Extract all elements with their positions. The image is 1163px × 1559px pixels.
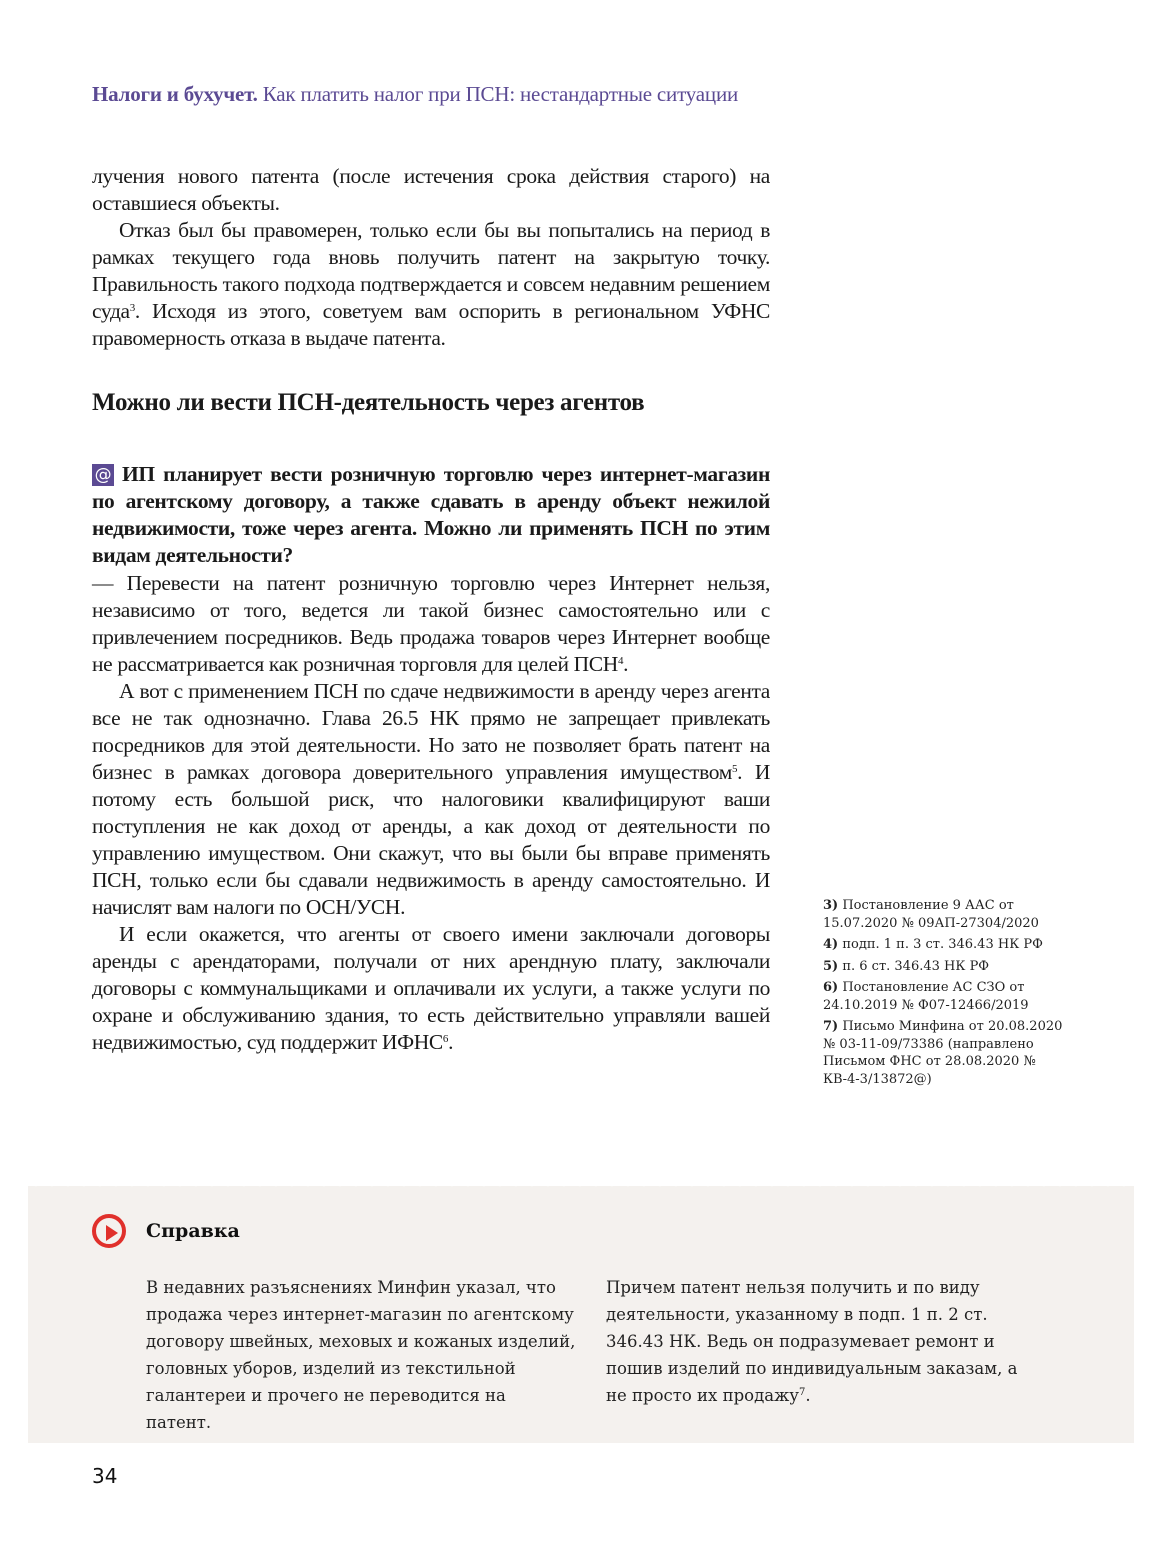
sidenote-number: 6) bbox=[823, 980, 839, 995]
question-text: ИП планирует вести розничную торговлю через интернет-магазин по агентскому договору, а также сдавать в аренду объект нежилой недвижимости, тоже через агента. Можно ли применять ПСН по этим видам деятельности? bbox=[92, 462, 770, 567]
infobox-title: Справка bbox=[146, 1220, 240, 1242]
sidenote-text: подп. 1 п. 3 ст. 346.43 НК РФ bbox=[842, 937, 1043, 952]
paragraph-continuation: лучения нового патента (после истечения срока действия старого) на оставшиеся объекты. bbox=[92, 164, 770, 215]
paragraph-refusal bbox=[92, 217, 770, 352]
footnote-ref-6[interactable]: 6 bbox=[442, 1033, 449, 1045]
footnote-ref-4[interactable]: 4 bbox=[617, 655, 624, 667]
infobox-column-1: В недавних разъяснениях Минфин указал, что продажа через интернет-магазин по агентскому договору швейных, меховых и кожаных изделий, головных уборов, изделий из текстильной галантереи и прочего не переводится на патент. bbox=[146, 1278, 576, 1432]
sidenote-number: 5) bbox=[823, 958, 839, 974]
sidenote-number: 7) bbox=[823, 1019, 839, 1034]
text: — Перевести на патент розничную торговлю через Интернет нельзя, независимо от того, ведется ли такой бизнес самостоятельно или с привлечением посредников. Ведь продажа товаров через Интернет вообще не рассматривается как розничная торговля для целей ПСН bbox=[92, 571, 770, 676]
sidenote-text: Постановление 9 ААС от 15.07.2020 № 09АП-27304/2020 bbox=[823, 898, 1039, 931]
text: Причем патент нельзя получить и по виду деятельности, указанному в подп. 1 п. 2 ст. 346.43 НК. Ведь он подразумевает ремонт и пошив изделий по индивидуальным заказам, а не просто их продажу bbox=[606, 1278, 1018, 1405]
text: И если окажется, что агенты от своего имени заключали договоры аренды с арендаторами, получали от них арендную плату, заключали договоры с коммунальщиками и оплачивали их услуги, а также услуги по охране и обслуживанию здания, то есть действительно управляли вашей недвижимостью, суд поддержит ИФНС bbox=[92, 922, 770, 1054]
answer-paragraph-2 bbox=[92, 678, 770, 921]
page-number: 34 bbox=[92, 1464, 118, 1488]
sidenote-5 bbox=[823, 958, 1063, 976]
sidenote-text: п. 6 ст. 346.43 НК РФ bbox=[842, 958, 990, 974]
answer-paragraph-3 bbox=[92, 921, 770, 1056]
footnote-ref-3[interactable]: 3 bbox=[129, 302, 135, 314]
answer bbox=[92, 570, 770, 1056]
text: . bbox=[623, 652, 629, 676]
text: . Исходя из этого, советуем вам оспорить в региональном УФНС правомерность отказа в выдаче патента. bbox=[92, 299, 770, 350]
text: . И потому есть большой риск, что налоговики квалифицируют ваши поступления не как доход от аренды, а как доход от деятельности по управлению имуществом. Они скажут, что вы были бы вправе применять ПСН, только если бы сдавали недвижимость в аренду самостоятельно. И начислят вам налоги по ОСН/УСН. bbox=[92, 760, 770, 919]
sidenote-number: 3) bbox=[823, 898, 839, 913]
sidenote-6 bbox=[823, 979, 1063, 1014]
sidenotes bbox=[823, 897, 1063, 1092]
email-question-icon: @ bbox=[92, 464, 114, 486]
text: . bbox=[448, 1030, 454, 1054]
reader-question bbox=[92, 461, 770, 569]
sidenote-text: Письмо Минфина от 20.08.2020 № 03-11-09/73386 (направлено Письмом ФНС от 28.08.2020 № КВ-4-3/13872@) bbox=[823, 1019, 1063, 1087]
play-circle-icon bbox=[92, 1214, 126, 1248]
section-heading: Можно ли вести ПСН-деятельность через агентов bbox=[92, 389, 645, 416]
sidenote-4 bbox=[823, 936, 1063, 954]
text: Отказ был бы правомерен, только если бы вы попытались на период в рамках текущего года вновь получить патент на закрытую точку. Правильность такого подхода подтверждается и совсем недавним решением суда bbox=[92, 218, 770, 323]
reference-infobox bbox=[28, 1186, 1134, 1443]
sidenote-number: 4) bbox=[823, 937, 839, 952]
sidenote-3 bbox=[823, 897, 1063, 932]
sidenote-7 bbox=[823, 1018, 1063, 1088]
footnote-ref-7[interactable]: 7 bbox=[798, 1387, 806, 1398]
running-head bbox=[92, 82, 738, 107]
running-head-title: Как платить налог при ПСН: нестандартные ситуации bbox=[262, 82, 739, 106]
scalloped-edge bbox=[28, 1182, 1134, 1190]
running-head-section: Налоги и бухучет. bbox=[92, 82, 258, 106]
text: А вот с применением ПСН по сдаче недвижимости в аренду через агента все не так однозначно. Глава 26.5 НК прямо не запрещает привлекать посредников для этой деятельности. Но зато не позволяет брать патент на бизнес в рамках договора доверительного управления имуществом bbox=[92, 679, 770, 784]
main-column bbox=[92, 163, 770, 1054]
sidenote-text: Постановление АС СЗО от 24.10.2019 № Ф07-12466/2019 bbox=[823, 980, 1029, 1013]
answer-paragraph-1 bbox=[92, 570, 770, 678]
text: . bbox=[805, 1386, 811, 1405]
infobox-column-2 bbox=[606, 1274, 1036, 1409]
footnote-ref-5[interactable]: 5 bbox=[732, 763, 738, 775]
